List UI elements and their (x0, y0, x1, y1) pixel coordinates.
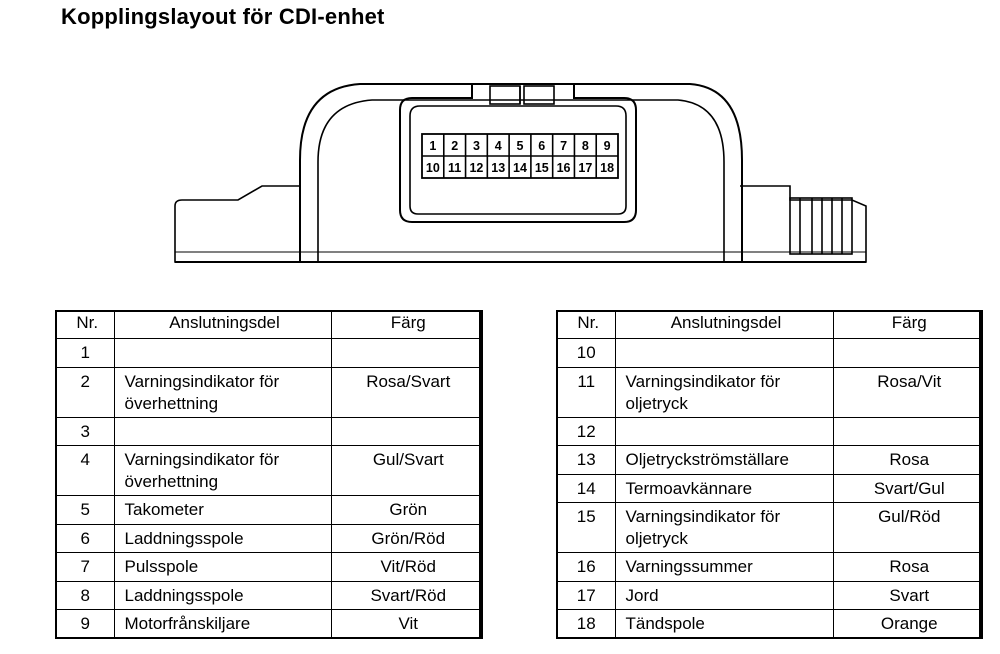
cell-nr: 14 (557, 474, 615, 503)
cell-nr: 1 (56, 339, 114, 368)
cell-color: Rosa/Svart (331, 367, 482, 417)
cell-nr: 10 (557, 339, 615, 368)
header-nr: Nr. (56, 311, 114, 339)
table-row (557, 367, 982, 417)
pin-label: 18 (600, 161, 615, 175)
cell-nr: 13 (557, 446, 615, 475)
cell-nr: 18 (557, 610, 615, 639)
pin-label: 8 (581, 139, 589, 153)
pin-label: 17 (578, 161, 593, 175)
cell-part: Varningsindikator för överhettning (114, 446, 331, 496)
cell-nr: 15 (557, 503, 615, 553)
cell-color: Vit/Röd (331, 553, 482, 582)
table-row (557, 610, 982, 639)
cdi-unit-diagram (0, 0, 1000, 300)
cell-color: Rosa/Vit (833, 367, 982, 417)
cell-nr: 6 (56, 524, 114, 553)
cell-part: Jord (615, 581, 833, 610)
cell-part (615, 417, 833, 446)
cell-nr: 5 (56, 496, 114, 525)
cell-nr: 2 (56, 367, 114, 417)
header-color: Färg (833, 311, 982, 339)
cell-part: Varningssummer (615, 553, 833, 582)
cell-part: Varningsindikator för oljetryck (615, 503, 833, 553)
cell-nr: 17 (557, 581, 615, 610)
cell-nr: 16 (557, 553, 615, 582)
pin-label: 4 (494, 139, 502, 153)
table-row (56, 496, 482, 525)
cell-part (615, 339, 833, 368)
pin-label: 10 (425, 161, 440, 175)
cell-part: Oljetryckströmställare (615, 446, 833, 475)
cell-part: Tändspole (615, 610, 833, 639)
pin-label: 14 (513, 161, 527, 175)
cell-part: Laddningsspole (114, 581, 331, 610)
cell-color: Rosa (833, 446, 982, 475)
header-part: Anslutningsdel (114, 311, 331, 339)
table-row (56, 581, 482, 610)
table-row (557, 553, 982, 582)
table-row (56, 339, 482, 368)
header-part: Anslutningsdel (615, 311, 833, 339)
table-header-row (56, 311, 482, 339)
table-row (557, 446, 982, 475)
cell-nr: 9 (56, 610, 114, 639)
cell-part: Termoavkännare (615, 474, 833, 503)
table-row (56, 367, 482, 417)
cell-color: Vit (331, 610, 482, 639)
table-row (557, 339, 982, 368)
cell-color: Grön/Röd (331, 524, 482, 553)
cell-nr: 3 (56, 417, 114, 446)
pin-table-left (55, 310, 483, 639)
pin-label: 6 (538, 139, 546, 153)
pin-label: 5 (516, 139, 524, 153)
table-row (557, 417, 982, 446)
cell-part: Takometer (114, 496, 331, 525)
cell-color (833, 417, 982, 446)
pin-label: 3 (472, 139, 480, 153)
pin-label: 13 (491, 161, 506, 175)
pin-table-right (556, 310, 983, 639)
cell-color (331, 339, 482, 368)
header-color: Färg (331, 311, 482, 339)
table-row (557, 503, 982, 553)
table-row (56, 417, 482, 446)
pin-label: 12 (469, 161, 484, 175)
cell-color (331, 417, 482, 446)
cell-color: Rosa (833, 553, 982, 582)
cell-nr: 12 (557, 417, 615, 446)
pin-label: 1 (429, 139, 437, 153)
cell-part (114, 339, 331, 368)
cell-color: Svart/Gul (833, 474, 982, 503)
cell-nr: 8 (56, 581, 114, 610)
page-title: Kopplingslayout för CDI-enhet (61, 4, 385, 29)
header-nr: Nr. (557, 311, 615, 339)
cell-part (114, 417, 331, 446)
cell-part: Varningsindikator för överhettning (114, 367, 331, 417)
cell-color: Grön (331, 496, 482, 525)
table-row (56, 553, 482, 582)
cell-nr: 4 (56, 446, 114, 496)
table-row (557, 581, 982, 610)
cell-part: Motorfrånskiljare (114, 610, 331, 639)
pin-label: 11 (448, 161, 462, 175)
cell-color: Orange (833, 610, 982, 639)
cell-color: Svart/Röd (331, 581, 482, 610)
cell-part: Laddningsspole (114, 524, 331, 553)
cell-color: Svart (833, 581, 982, 610)
cell-nr: 7 (56, 553, 114, 582)
table-header-row (557, 311, 982, 339)
pin-label: 15 (534, 161, 549, 175)
cell-part: Pulsspole (114, 553, 331, 582)
table-row (56, 524, 482, 553)
cell-part: Varningsindikator för oljetryck (615, 367, 833, 417)
table-row (56, 610, 482, 639)
cell-color: Gul/Svart (331, 446, 482, 496)
table-row (557, 474, 982, 503)
table-row (56, 446, 482, 496)
pin-label: 9 (603, 139, 611, 153)
pin-label: 16 (556, 161, 571, 175)
cell-color (833, 339, 982, 368)
pin-label: 7 (560, 139, 568, 153)
cell-nr: 11 (557, 367, 615, 417)
pin-label: 2 (451, 139, 459, 153)
cell-color: Gul/Röd (833, 503, 982, 553)
